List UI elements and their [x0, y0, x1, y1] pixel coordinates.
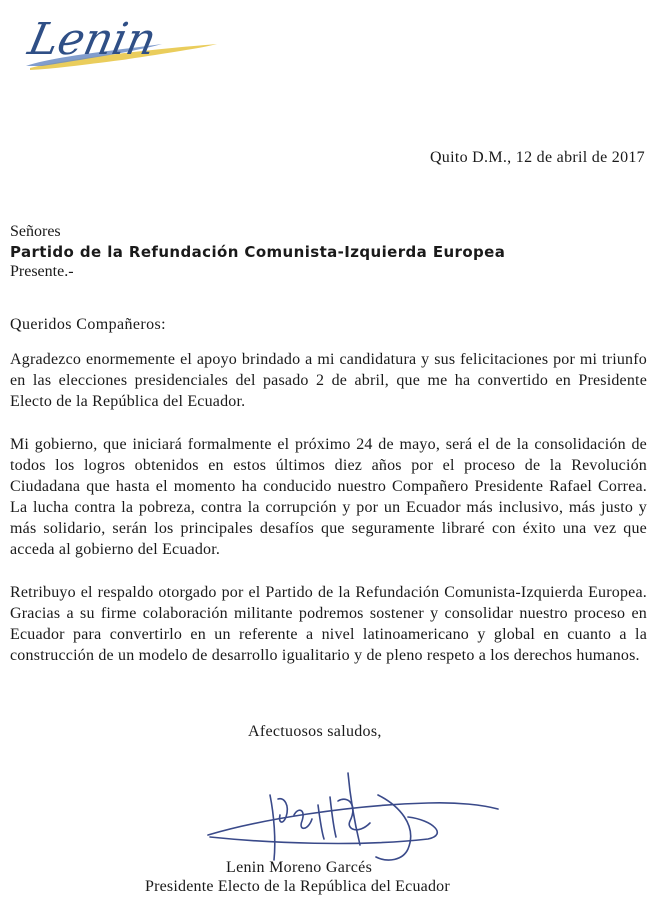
recipient-presente: Presente.-	[10, 263, 74, 280]
logo-wordmark: Lenin	[23, 14, 161, 65]
body-paragraph-2: Mi gobierno, que iniciará formalmente el próximo 24 de mayo, será el de la consolidación de todos los logros obtenidos en estos últimos diez años por el proceso de la Revolución Ciudadana que hasta el momento ha conducido nuestro Compañero Presidente Rafael Correa. La lucha contra la pobreza, contra la corrupción y por un Ecuador más inclusivo, más justo y más solidario, serán los principales desafíos que seguramente libraré con éxito una vez que acceda al gobierno del Ecuador.	[10, 436, 647, 558]
recipient-block	[10, 222, 505, 282]
lenin-logo	[22, 8, 222, 78]
signer-name: Lenin Moreno Garcés	[226, 859, 373, 876]
salutation: Queridos Compañeros:	[10, 316, 166, 333]
body-paragraph-3: Retribuyo el respaldo otorgado por el Partido de la Refundación Comunista-Izquierda Europea. Gracias a su firme colaboración militante podremos sostener y consolidar nuestro proceso en Ecuador para convertirlo en un referente a nivel latinoamericano y global en cuanto a la construcción de un modelo de desarrollo igualitario y de pleno respeto a los derechos humanos.	[10, 584, 647, 664]
recipient-organization: Partido de la Refundación Comunista-Izquierda Europea	[10, 243, 506, 261]
recipient-greeting: Señores	[10, 223, 61, 240]
letter-body	[10, 349, 647, 688]
letter-date: Quito D.M., 12 de abril de 2017	[429, 149, 645, 166]
body-paragraph-1: Agradezco enormemente el apoyo brindado a mi candidatura y sus felicitaciones por mi triunfo en las elecciones presidenciales del pasado 2 de abril, que me ha convertido en Presidente Electo de la República del Ecuador.	[10, 351, 647, 410]
closing-line: Afectuosos saludos,	[248, 723, 382, 740]
signer-title: Presidente Electo de la República del Ecuador	[145, 878, 450, 895]
